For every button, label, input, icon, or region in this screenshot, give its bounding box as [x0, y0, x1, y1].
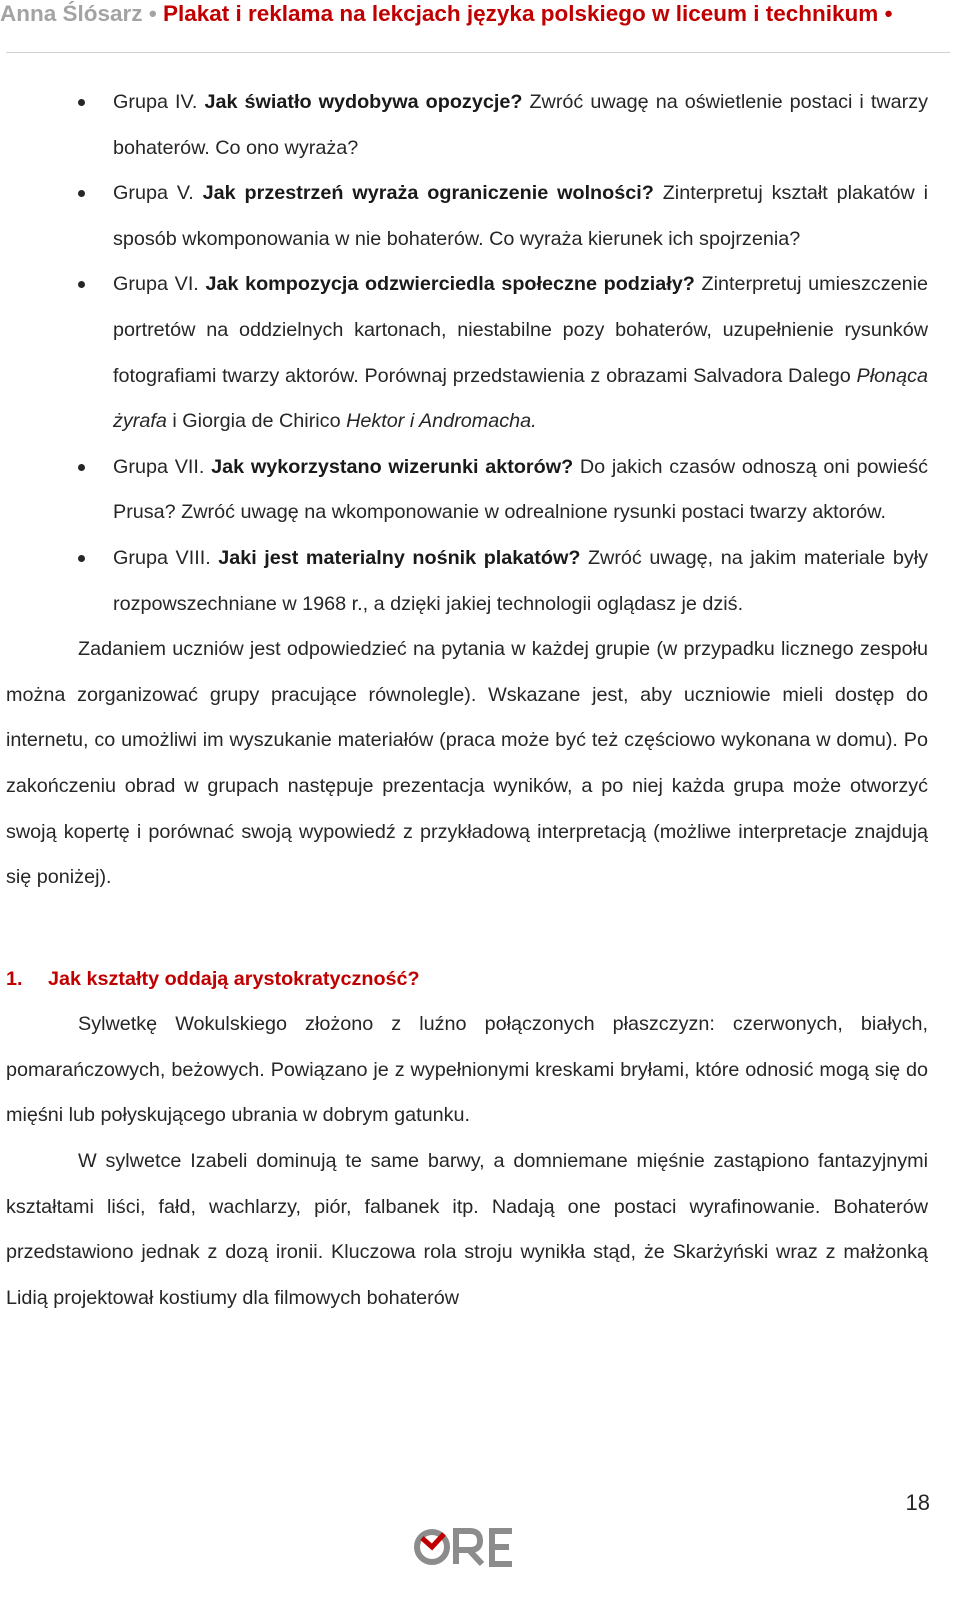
group-question: Jak przestrzeń wyraża ograniczenie wolności?: [202, 182, 654, 205]
list-item: [6, 171, 928, 262]
group-text: Zwróć uwagę na oświetlenie postaci i twarzy bohaterów. Co ono wyraża?: [113, 91, 929, 159]
group-text: Do jakich czasów odnoszą oni powieść Prusa? Zwróć uwagę na wkomponowanie w odrealnione rysunki postaci twarzy aktorów.: [113, 455, 928, 524]
paragraph-tasks: Zadaniem uczniów jest odpowiedzieć na pytania w każdej grupie (w przypadku licznego zespołu można zorganizować grupy pracujące równolegle). Wskazane jest, aby uczniowie mieli dostęp do internetu, co umożliwi im wyszukanie materiałów (praca może być też częściowo wykonana w domu). Po zakończeniu obrad w grupach następuje prezentacja wyników, a po niej każda grupa może otworzyć swoją kopertę i porównać swoją wypowiedź z przykładową interpretacją (możliwe interpretacje znajdują się poniżej).: [6, 638, 928, 889]
group-text: Zinterpretuj kształt plakatów i sposób wkomponowania w nie bohaterów. Co wyraża kierunek ich spojrzenia?: [113, 182, 928, 250]
section-number: 1.: [6, 967, 23, 990]
bullet-icon: [78, 190, 85, 197]
page-header: [0, 0, 960, 28]
header-trailing-dot: •: [884, 1, 893, 26]
group-label: Grupa IV.: [113, 91, 205, 113]
group-text: Zwróć uwagę, na jakim materiale były rozpowszechniane w 1968 r., a dzięki jakiej technologii oglądasz je dziś.: [113, 546, 929, 615]
header-title: Plakat i reklama na lekcjach języka polskiego w liceum i technikum: [162, 1, 879, 26]
painting-title-chirico: Hektor i Andromacha.: [346, 410, 537, 433]
document-body: [6, 80, 928, 1321]
group-label: Grupa VII.: [113, 455, 212, 478]
group-label: Grupa VI.: [113, 273, 206, 296]
bullet-icon: [78, 555, 85, 562]
page-number: 18: [905, 1490, 930, 1515]
section-title: Jak kształty oddają arystokratyczność?: [48, 967, 420, 990]
group-list: [6, 80, 928, 627]
group-text-mid: i Giorgia de Chirico: [166, 410, 347, 433]
header-separator: •: [148, 1, 157, 26]
list-item: [6, 536, 928, 627]
ore-logo-icon: [414, 1518, 522, 1576]
header-author: Anna Ślósarz: [0, 1, 143, 26]
group-question: Jaki jest materialny nośnik plakatów?: [218, 546, 581, 569]
section-heading: [6, 957, 928, 1003]
group-label: Grupa VIII.: [113, 546, 219, 569]
list-item: [6, 262, 928, 444]
list-item: [6, 445, 928, 536]
header-divider: [6, 52, 950, 53]
group-question: Jak światło wydobywa opozycje?: [204, 91, 523, 113]
group-text: Zinterpretuj umieszczenie portretów na oddzielnych kartonach, niestabilne pozy bohaterów, uzupełnienie rysunków fotografiami twarzy aktorów. Porównaj przedstawienia z obrazami Salvadora Dalego: [113, 273, 929, 387]
group-label: Grupa V.: [113, 182, 203, 205]
list-item: [6, 80, 928, 171]
bullet-icon: [78, 464, 85, 471]
painting-title-dali: Płonąca żyrafa: [113, 364, 928, 433]
group-question: Jak kompozycja odzwierciedla społeczne podziały?: [205, 273, 695, 296]
paragraph-wokulski: Sylwetkę Wokulskiego złożono z luźno połączonych płaszczyzn: czerwonych, białych, pomarańczowych, beżowych. Powiązano je z wypełnionymi kreskami bryłami, które odnosić mogą się do mięśni lub połyskującego ubrania w dobrym gatunku.: [6, 1013, 928, 1127]
bullet-icon: [78, 99, 85, 106]
group-question: Jak wykorzystano wizerunki aktorów?: [211, 455, 574, 478]
paragraph-izabela: W sylwetce Izabeli dominują te same barwy, a domniemane mięśnie zastąpiono fantazyjnymi kształtami liści, fałd, wachlarzy, piór, falbanek itp. Nadają one postaci wyrafinowanie. Bohaterów przedstawiono jednak z dozą ironii. Kluczowa rola stroju wynikła stąd, że Skarżyński wraz z małżonką Lidią projektował kostiumy dla filmowych bohaterów: [6, 1150, 928, 1309]
bullet-icon: [78, 281, 85, 288]
